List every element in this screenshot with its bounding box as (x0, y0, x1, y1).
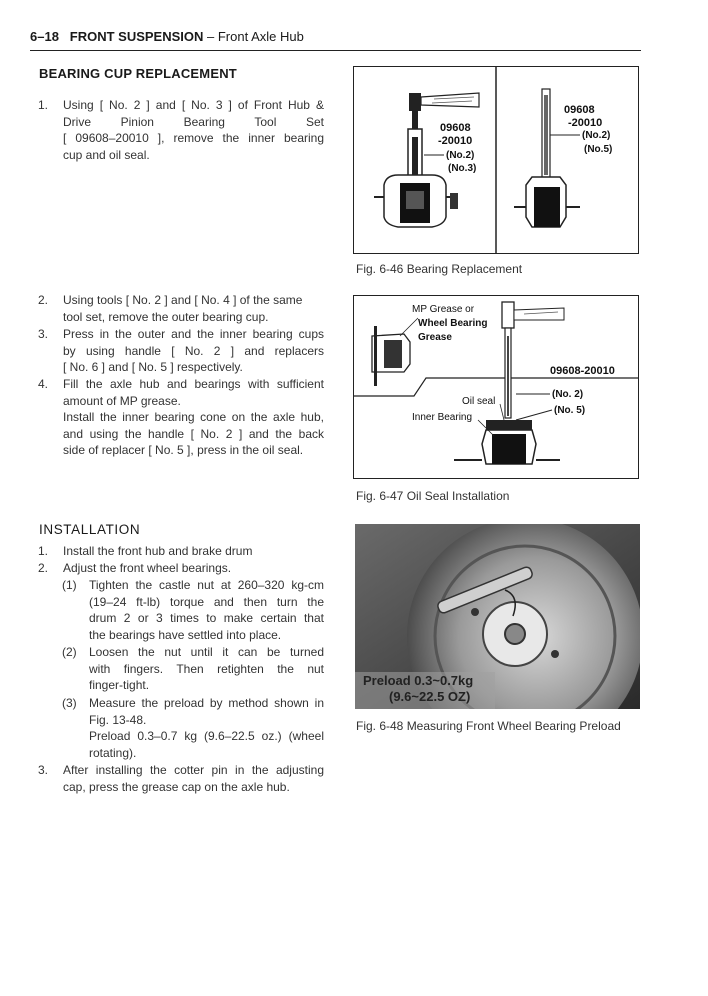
grease-label-line3: Grease (418, 332, 452, 343)
oil-seal-label: Oil seal (462, 396, 496, 407)
step-number: 1. (38, 98, 49, 112)
text-line: finger-tight. (89, 678, 150, 693)
text-line: Adjust the front wheel bearings. (63, 561, 232, 575)
text-line: drum 2 or 3 times to make certain that (89, 611, 324, 626)
step-number: 3. (38, 763, 49, 777)
text-line: Install the front hub and brake drum (63, 544, 253, 558)
text-line: [ No. 6 ] and [ No. 5 ] respectively. (63, 360, 243, 375)
figure-caption-6-47: Fig. 6-47 Oil Seal Installation (356, 489, 510, 503)
step-number: 1. (38, 544, 49, 558)
text-line: side of replacer [ No. 5 ], press in the oil seal. (63, 443, 304, 458)
preload-measurement-photo (355, 524, 640, 709)
tool-number-right-suffix: -20010 (568, 117, 603, 129)
text-line: After installing the cotter pin in the adjusting (63, 763, 324, 777)
text-line: cup and oil seal. (63, 147, 150, 162)
grease-label-line2: Wheel Bearing (418, 318, 488, 329)
subsection-title: Front Axle Hub (217, 29, 304, 44)
text-line: (19–24 ft-lb) torque and then turn the (89, 594, 324, 609)
text-line: amount of MP grease. (63, 393, 181, 408)
text-line: Press in the outer and the inner bearing cups (63, 327, 324, 341)
text-line: Preload 0.3–0.7 kg (9.6–22.5 oz.) (wheel (89, 729, 324, 744)
tool-number: 09608-20010 (550, 365, 615, 377)
figure-6-47 (353, 295, 639, 479)
header-rule (30, 50, 641, 51)
text-line: and using the handle [ No. 2 ] and the back (63, 426, 324, 441)
text-line: tool set, remove the outer bearing cup. (63, 309, 269, 324)
tool-number-right: 09608 (564, 104, 595, 116)
inner-bearing-label: Inner Bearing (412, 412, 473, 423)
step-number: 4. (38, 377, 49, 391)
tool-no5: (No. 5) (554, 405, 586, 416)
step-number: 2. (38, 293, 49, 307)
section-heading-bearing-cup: BEARING CUP REPLACEMENT (39, 66, 237, 81)
text-line: Install the inner bearing cone on the axle hub, (63, 410, 324, 425)
text-line: Fill the axle hub and bearings with sufficient (63, 377, 324, 391)
tool-no2: (No. 2) (552, 389, 584, 400)
page-number: 6–18 (30, 29, 59, 44)
text-line: by using handle [ No. 2 ] and replacers (63, 343, 324, 358)
tool-no2-right: (No.2) (582, 130, 611, 141)
substep-number: (2) (62, 645, 77, 659)
substep-number: (3) (62, 696, 77, 710)
section-title: FRONT SUSPENSION (69, 29, 204, 44)
text-line: with fingers. Then retighten the nut (89, 661, 324, 676)
text-line: Using tools [ No. 2 ] and [ No. 4 ] of the same (63, 293, 303, 307)
step-number: 3. (38, 327, 49, 341)
photo-overlay-oz: (9.6~22.5 OZ) (389, 689, 471, 704)
figure-6-46 (353, 66, 639, 254)
text-line: [ 09608–20010 ], remove the inner bearing (63, 131, 324, 146)
text-line: Loosen the nut until it can be turned (89, 645, 324, 659)
photo-overlay-preload: Preload 0.3~0.7kg (363, 673, 474, 688)
figure-6-48-photo (355, 524, 640, 709)
tool-number-left-suffix: -20010 (438, 135, 473, 147)
tool-no2-left: (No.2) (446, 150, 475, 161)
oil-seal-installation-illustration (354, 296, 638, 478)
page-header (30, 29, 304, 44)
tool-no3-left: (No.3) (448, 163, 477, 174)
text-line: Tighten the castle nut at 260–320 kg-cm (89, 578, 324, 592)
text-line: Fig. 13-48. (89, 712, 147, 727)
substep-number: (1) (62, 578, 77, 592)
section-heading-installation: INSTALLATION (39, 522, 141, 537)
text-line: the bearings have settled into place. (89, 627, 282, 642)
grease-label-line1: MP Grease or (412, 304, 475, 315)
tool-no5-right: (No.5) (584, 144, 613, 155)
text-line: cap, press the grease cap on the axle hub. (63, 779, 290, 794)
text-line: Drive Pinion Bearing Tool Set (63, 114, 324, 129)
bearing-replacement-illustration (354, 67, 638, 253)
figure-caption-6-46: Fig. 6-46 Bearing Replacement (356, 262, 523, 276)
text-line: rotating). (89, 745, 137, 760)
figure-caption-6-48: Fig. 6-48 Measuring Front Wheel Bearing Preload (356, 719, 621, 733)
step-1 (38, 97, 324, 167)
step-number: 2. (38, 561, 49, 575)
text-line: Using [ No. 2 ] and [ No. 3 ] of Front Hub & (63, 98, 324, 112)
text-line: Measure the preload by method shown in (89, 696, 324, 710)
header-separator: – (203, 29, 218, 44)
tool-number-left: 09608 (440, 122, 471, 134)
